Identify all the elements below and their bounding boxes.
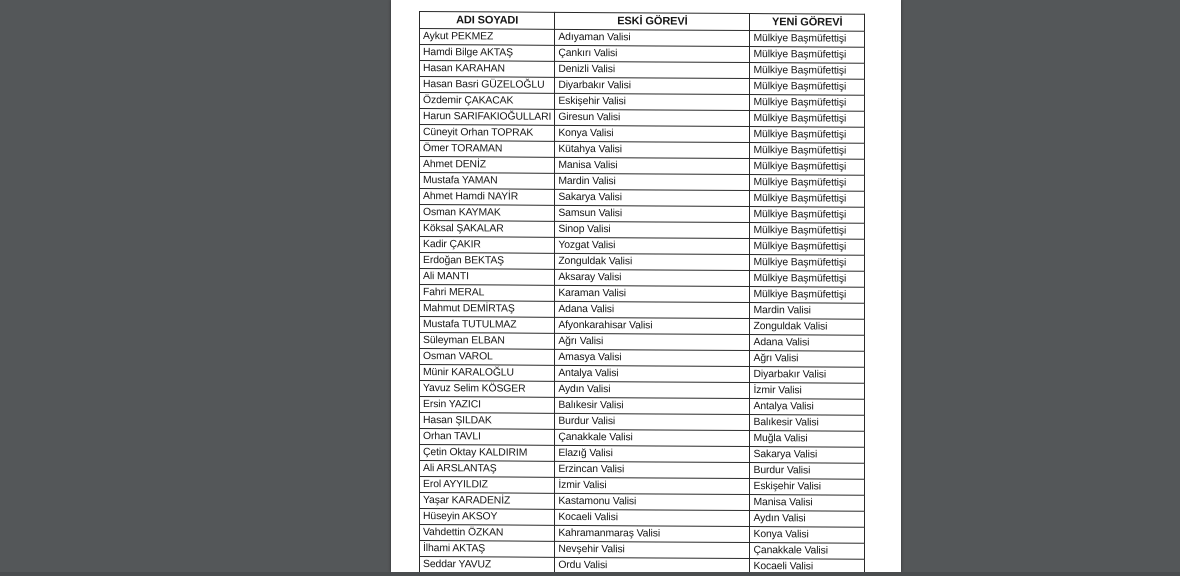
table-row: [420, 445, 865, 464]
table-row: [420, 333, 865, 352]
cell-new-position: Mülkiye Başmüfettişi: [750, 191, 865, 208]
viewer-bottom-edge: [0, 572, 1180, 576]
table-row: [420, 141, 865, 160]
cell-old-position: Antalya Valisi: [555, 365, 750, 382]
cell-name: Ahmet DENİZ: [420, 157, 555, 174]
cell-name: Hamdi Bilge AKTAŞ: [420, 45, 555, 62]
cell-name: Ömer TORAMAN: [420, 141, 555, 158]
table-row: [420, 93, 865, 112]
document-page: [391, 0, 901, 572]
cell-new-position: Mardin Valisi: [750, 303, 865, 320]
cell-name: Vahdettin ÖZKAN: [420, 525, 555, 542]
cell-name: Osman KAYMAK: [420, 205, 555, 222]
cell-old-position: Erzincan Valisi: [555, 461, 750, 478]
cell-old-position: Yozgat Valisi: [555, 237, 750, 254]
cell-new-position: Mülkiye Başmüfettişi: [750, 47, 865, 64]
table-row: [420, 45, 865, 64]
cell-old-position: Kastamonu Valisi: [555, 493, 750, 510]
cell-name: Erol AYYILDIZ: [420, 477, 555, 494]
cell-old-position: Denizli Valisi: [555, 61, 750, 78]
cell-name: Kadir ÇAKIR: [420, 237, 555, 254]
cell-new-position: Ağrı Valisi: [750, 351, 865, 368]
table-row: [420, 381, 865, 400]
cell-old-position: Konya Valisi: [555, 125, 750, 142]
table-row: [420, 557, 865, 572]
cell-new-position: Balıkesir Valisi: [750, 415, 865, 432]
cell-new-position: Eskişehir Valisi: [750, 479, 865, 496]
table-row: [420, 61, 865, 80]
cell-new-position: Mülkiye Başmüfettişi: [750, 95, 865, 112]
table-row: [420, 301, 865, 320]
cell-new-position: Mülkiye Başmüfettişi: [750, 143, 865, 160]
cell-new-position: Muğla Valisi: [750, 431, 865, 448]
cell-new-position: Mülkiye Başmüfettişi: [750, 31, 865, 48]
cell-old-position: Ordu Valisi: [555, 557, 750, 572]
cell-old-position: Aksaray Valisi: [555, 269, 750, 286]
cell-new-position: Mülkiye Başmüfettişi: [750, 255, 865, 272]
cell-old-position: Eskişehir Valisi: [555, 93, 750, 110]
cell-old-position: Mardin Valisi: [555, 173, 750, 190]
cell-name: Yavuz Selim KÖSGER: [420, 381, 555, 398]
cell-old-position: Zonguldak Valisi: [555, 253, 750, 270]
table-row: [420, 317, 865, 336]
cell-name: Hasan ŞILDAK: [420, 413, 555, 430]
cell-old-position: Çanakkale Valisi: [555, 429, 750, 446]
cell-name: İlhami AKTAŞ: [420, 541, 555, 558]
cell-name: Mustafa TUTULMAZ: [420, 317, 555, 334]
cell-old-position: Giresun Valisi: [555, 109, 750, 126]
cell-name: Hüseyin AKSOY: [420, 509, 555, 526]
cell-new-position: Konya Valisi: [750, 527, 865, 544]
cell-new-position: Adana Valisi: [750, 335, 865, 352]
table-row: [420, 109, 865, 128]
cell-name: Orhan TAVLI: [420, 429, 555, 446]
cell-name: Ersin YAZICI: [420, 397, 555, 414]
cell-new-position: Manisa Valisi: [750, 495, 865, 512]
cell-name: Seddar YAVUZ: [420, 557, 555, 572]
cell-new-position: Mülkiye Başmüfettişi: [750, 79, 865, 96]
cell-name: Münir KARALOĞLU: [420, 365, 555, 382]
table-row: [420, 509, 865, 528]
cell-old-position: Nevşehir Valisi: [555, 541, 750, 558]
cell-name: Hasan Basri GÜZELOĞLU: [420, 77, 555, 94]
cell-old-position: Karaman Valisi: [555, 285, 750, 302]
cell-name: Osman VAROL: [420, 349, 555, 366]
cell-new-position: Kocaeli Valisi: [750, 559, 865, 572]
cell-name: Hasan KARAHAN: [420, 61, 555, 78]
table-row: [420, 477, 865, 496]
table-row: [420, 29, 865, 48]
cell-name: Mahmut DEMİRTAŞ: [420, 301, 555, 318]
cell-old-position: Samsun Valisi: [555, 205, 750, 222]
cell-name: Aykut PEKMEZ: [420, 29, 555, 46]
cell-old-position: Elazığ Valisi: [555, 445, 750, 462]
cell-name: Çetin Oktay KALDIRIM: [420, 445, 555, 462]
cell-new-position: Mülkiye Başmüfettişi: [750, 175, 865, 192]
cell-name: Cüneyit Orhan TOPRAK: [420, 125, 555, 142]
cell-new-position: Mülkiye Başmüfettişi: [750, 239, 865, 256]
cell-name: Ahmet Hamdi NAYİR: [420, 189, 555, 206]
table-row: [420, 173, 865, 192]
cell-new-position: Burdur Valisi: [750, 463, 865, 480]
cell-old-position: Kahramanmaraş Valisi: [555, 525, 750, 542]
cell-name: Harun SARIFAKIOĞULLARI: [420, 109, 555, 126]
cell-old-position: Sakarya Valisi: [555, 189, 750, 206]
cell-old-position: Kütahya Valisi: [555, 141, 750, 158]
cell-old-position: Amasya Valisi: [555, 349, 750, 366]
cell-old-position: Balıkesir Valisi: [555, 397, 750, 414]
cell-name: Özdemir ÇAKACAK: [420, 93, 555, 110]
cell-new-position: Mülkiye Başmüfettişi: [750, 207, 865, 224]
cell-old-position: Adıyaman Valisi: [555, 29, 750, 46]
cell-new-position: Aydın Valisi: [750, 511, 865, 528]
cell-new-position: Antalya Valisi: [750, 399, 865, 416]
cell-old-position: Diyarbakır Valisi: [555, 77, 750, 94]
cell-old-position: Sinop Valisi: [555, 221, 750, 238]
table-row: [420, 221, 865, 240]
cell-new-position: İzmir Valisi: [750, 383, 865, 400]
cell-old-position: Manisa Valisi: [555, 157, 750, 174]
cell-new-position: Sakarya Valisi: [750, 447, 865, 464]
cell-new-position: Mülkiye Başmüfettişi: [750, 287, 865, 304]
cell-name: Mustafa YAMAN: [420, 173, 555, 190]
cell-new-position: Mülkiye Başmüfettişi: [750, 271, 865, 288]
cell-old-position: Aydın Valisi: [555, 381, 750, 398]
cell-name: Süleyman ELBAN: [420, 333, 555, 350]
table-row: [420, 205, 865, 224]
cell-old-position: Burdur Valisi: [555, 413, 750, 430]
table-row: [420, 349, 865, 368]
table-body: [420, 29, 865, 572]
table-row: [420, 77, 865, 96]
header-name: ADI SOYADI: [420, 12, 555, 30]
table-row: [420, 493, 865, 512]
cell-old-position: Ağrı Valisi: [555, 333, 750, 350]
table-row: [420, 413, 865, 432]
table-row: [420, 525, 865, 544]
table-row: [420, 365, 865, 384]
cell-name: Yaşar KARADENİZ: [420, 493, 555, 510]
cell-old-position: Afyonkarahisar Valisi: [555, 317, 750, 334]
cell-name: Ali ARSLANTAŞ: [420, 461, 555, 478]
cell-new-position: Çanakkale Valisi: [750, 543, 865, 560]
cell-new-position: Diyarbakır Valisi: [750, 367, 865, 384]
cell-new-position: Mülkiye Başmüfettişi: [750, 223, 865, 240]
table-row: [420, 461, 865, 480]
cell-name: Fahri MERAL: [420, 285, 555, 302]
cell-new-position: Mülkiye Başmüfettişi: [750, 63, 865, 80]
cell-new-position: Mülkiye Başmüfettişi: [750, 159, 865, 176]
cell-old-position: Çankırı Valisi: [555, 45, 750, 62]
appointments-table: [419, 11, 865, 572]
cell-new-position: Mülkiye Başmüfettişi: [750, 111, 865, 128]
cell-new-position: Mülkiye Başmüfettişi: [750, 127, 865, 144]
table-row: [420, 125, 865, 144]
cell-old-position: İzmir Valisi: [555, 477, 750, 494]
cell-old-position: Adana Valisi: [555, 301, 750, 318]
table-row: [420, 189, 865, 208]
cell-new-position: Zonguldak Valisi: [750, 319, 865, 336]
cell-name: Erdoğan BEKTAŞ: [420, 253, 555, 270]
table-row: [420, 253, 865, 272]
header-new-position: YENİ GÖREVİ: [750, 14, 865, 32]
header-old-position: ESKİ GÖREVİ: [555, 12, 750, 30]
cell-old-position: Kocaeli Valisi: [555, 509, 750, 526]
cell-name: Ali MANTI: [420, 269, 555, 286]
cell-name: Köksal ŞAKALAR: [420, 221, 555, 238]
